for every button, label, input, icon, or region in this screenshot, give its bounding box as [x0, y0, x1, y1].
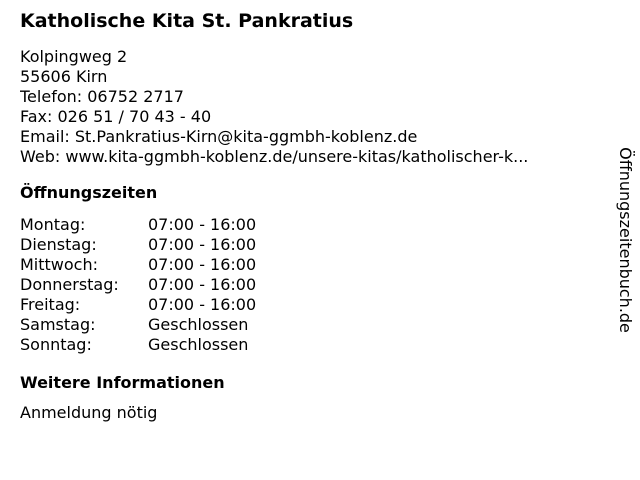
hours-row-wednesday [20, 255, 595, 275]
web-line: Web: www.kita-ggmbh-koblenz.de/unsere-kitas/katholischer-k... [20, 147, 529, 166]
hours-row-thursday [20, 275, 595, 295]
day-label: Montag: [20, 215, 86, 234]
opening-hours-table [20, 215, 595, 355]
day-label: Freitag: [20, 295, 81, 314]
page-title: Katholische Kita St. Pankratius [20, 10, 354, 32]
hours-row-saturday [20, 315, 595, 335]
time-value: 07:00 - 16:00 [148, 235, 257, 254]
day-label: Dienstag: [20, 235, 97, 254]
listing-detail [20, 9, 595, 423]
hours-row-friday [20, 295, 595, 315]
time-value: 07:00 - 16:00 [148, 255, 257, 274]
more-info-heading: Weitere Informationen [20, 373, 225, 392]
hours-row-monday [20, 215, 595, 235]
address-street-line: Kolpingweg 2 [20, 47, 128, 66]
time-value: Geschlossen [148, 315, 249, 334]
more-info-text: Anmeldung nötig [20, 403, 158, 422]
opening-hours-heading: Öffnungszeiten [20, 183, 158, 202]
day-label: Mittwoch: [20, 255, 98, 274]
hours-row-sunday [20, 335, 595, 355]
time-value: 07:00 - 16:00 [148, 215, 257, 234]
phone-line: Telefon: 06752 2717 [20, 87, 184, 106]
address-city-line: 55606 Kirn [20, 67, 108, 86]
time-value: 07:00 - 16:00 [148, 295, 257, 314]
email-line: Email: St.Pankratius-Kirn@kita-ggmbh-koblenz.de [20, 127, 418, 146]
fax-line: Fax: 026 51 / 70 43 - 40 [20, 107, 212, 126]
contact-block [20, 47, 595, 167]
time-value: Geschlossen [148, 335, 249, 354]
site-watermark-vertical: Öffnungszeitenbuch.de [616, 147, 635, 333]
day-label: Sonntag: [20, 335, 92, 354]
day-label: Samstag: [20, 315, 96, 334]
time-value: 07:00 - 16:00 [148, 275, 257, 294]
day-label: Donnerstag: [20, 275, 119, 294]
hours-row-tuesday [20, 235, 595, 255]
